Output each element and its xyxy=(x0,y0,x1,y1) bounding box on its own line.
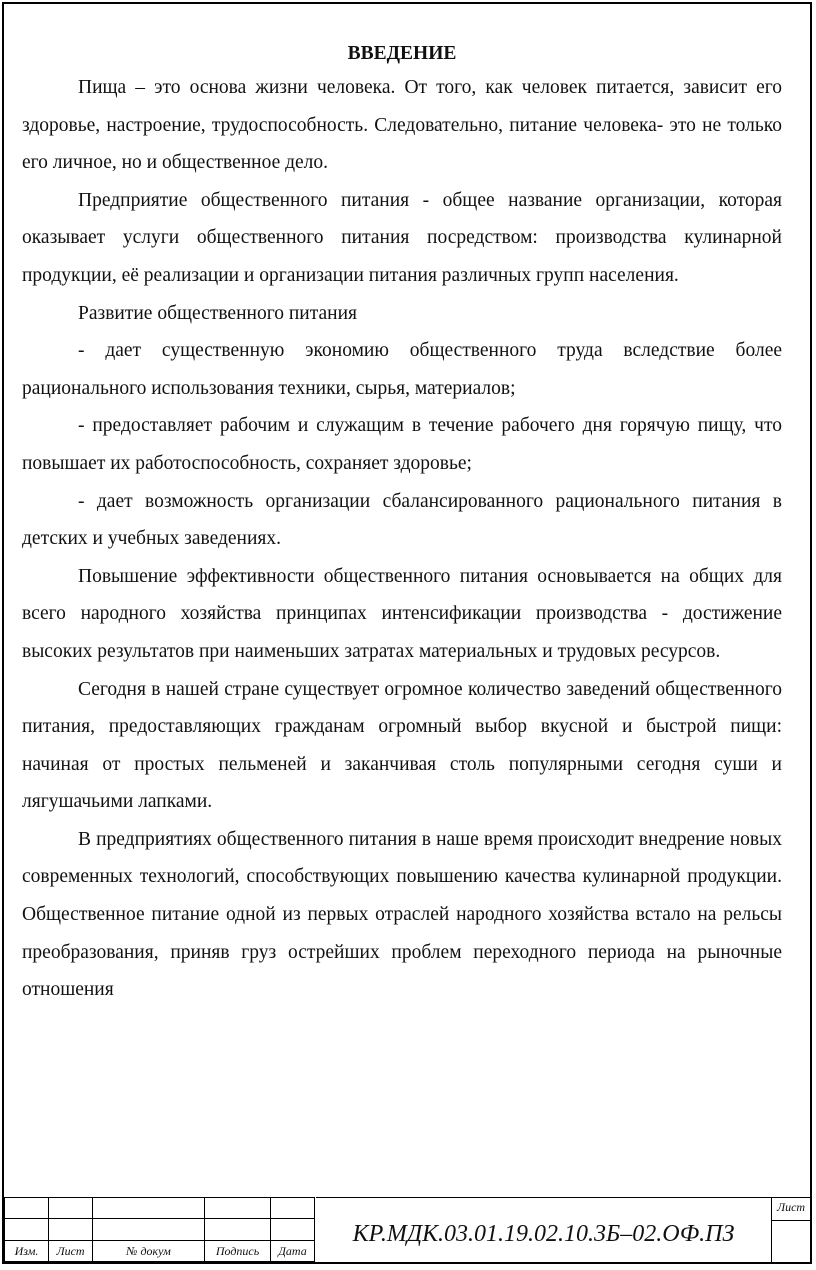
cell xyxy=(49,1198,93,1219)
column-label-sheet: Лист xyxy=(49,1240,93,1261)
paragraph: - предоставляет рабочим и служащим в течение рабочего дня горячую пищу, что повышает их работоспособность, сохраняет здоровье; xyxy=(22,415,782,474)
cell xyxy=(5,1198,49,1219)
cell xyxy=(271,1219,315,1240)
cell xyxy=(271,1198,315,1219)
paragraph: Развитие общественного питания xyxy=(78,302,357,324)
page-frame xyxy=(2,2,812,1264)
title-block xyxy=(4,1197,810,1262)
paragraph: Повышение эффективности общественного питания основывается на общих для всего народного хозяйства принципах интенсификации производства - достижение высоких результатов при наименьших затратах материальных и трудовых ресурсов. xyxy=(22,565,782,662)
paragraph: В предприятиях общественного питания в наше время происходит внедрение новых современных технологий, способствующих повышению качества кулинарной продукции. Общественное питание одной из первых отраслей народного хозяйства встало на рельсы преобразования, приняв груз острейших проблем переходного периода на рыночные отношения xyxy=(22,828,782,1001)
paragraph: Предприятие общественного питания - общее название организации, которая оказывает услуги общественного питания посредством: производства кулинарной продукции, её реализации и организации питания различных групп населения. xyxy=(22,189,782,286)
document-title: ВВЕДЕНИЕ xyxy=(347,43,457,64)
paragraph: - дает возможность организации сбалансированного рационального питания в детских и учебных заведениях. xyxy=(22,490,782,550)
cell xyxy=(205,1219,271,1240)
sheet-number-box xyxy=(771,1197,810,1262)
cell xyxy=(93,1219,205,1240)
column-label-doc-number: № докум xyxy=(93,1240,205,1261)
revision-table xyxy=(4,1197,315,1262)
cell xyxy=(205,1198,271,1219)
cell xyxy=(93,1198,205,1219)
column-label-change: Изм. xyxy=(5,1240,49,1261)
column-label-date: Дата xyxy=(271,1240,315,1261)
divider xyxy=(772,1220,810,1221)
paragraph: Пища – это основа жизни человека. От того, как человек питается, зависит его здоровье, настроение, трудоспособность. Следовательно, питание человека- это не только его личное, но и общественное дело. xyxy=(22,77,782,174)
paragraph: - дает существенную экономию общественного труда вследствие более рационального использования техники, сырья, материалов; xyxy=(22,340,782,399)
sheet-label: Лист xyxy=(776,1200,806,1214)
document-code: КР.МДК.03.01.19.02.10.3Б–02.ОФ.ПЗ xyxy=(316,1197,771,1262)
cell xyxy=(49,1219,93,1240)
column-label-signature: Подпись xyxy=(205,1240,271,1261)
cell xyxy=(5,1219,49,1240)
document-body xyxy=(22,40,782,1009)
paragraph: Сегодня в нашей стране существует огромное количество заведений общественного питания, предоставляющих гражданам огромный выбор вкусной и быстрой пищи: начиная от простых пельменей и заканчивая столь популярными сегодня суши и лягушачьими лапками. xyxy=(22,678,782,813)
